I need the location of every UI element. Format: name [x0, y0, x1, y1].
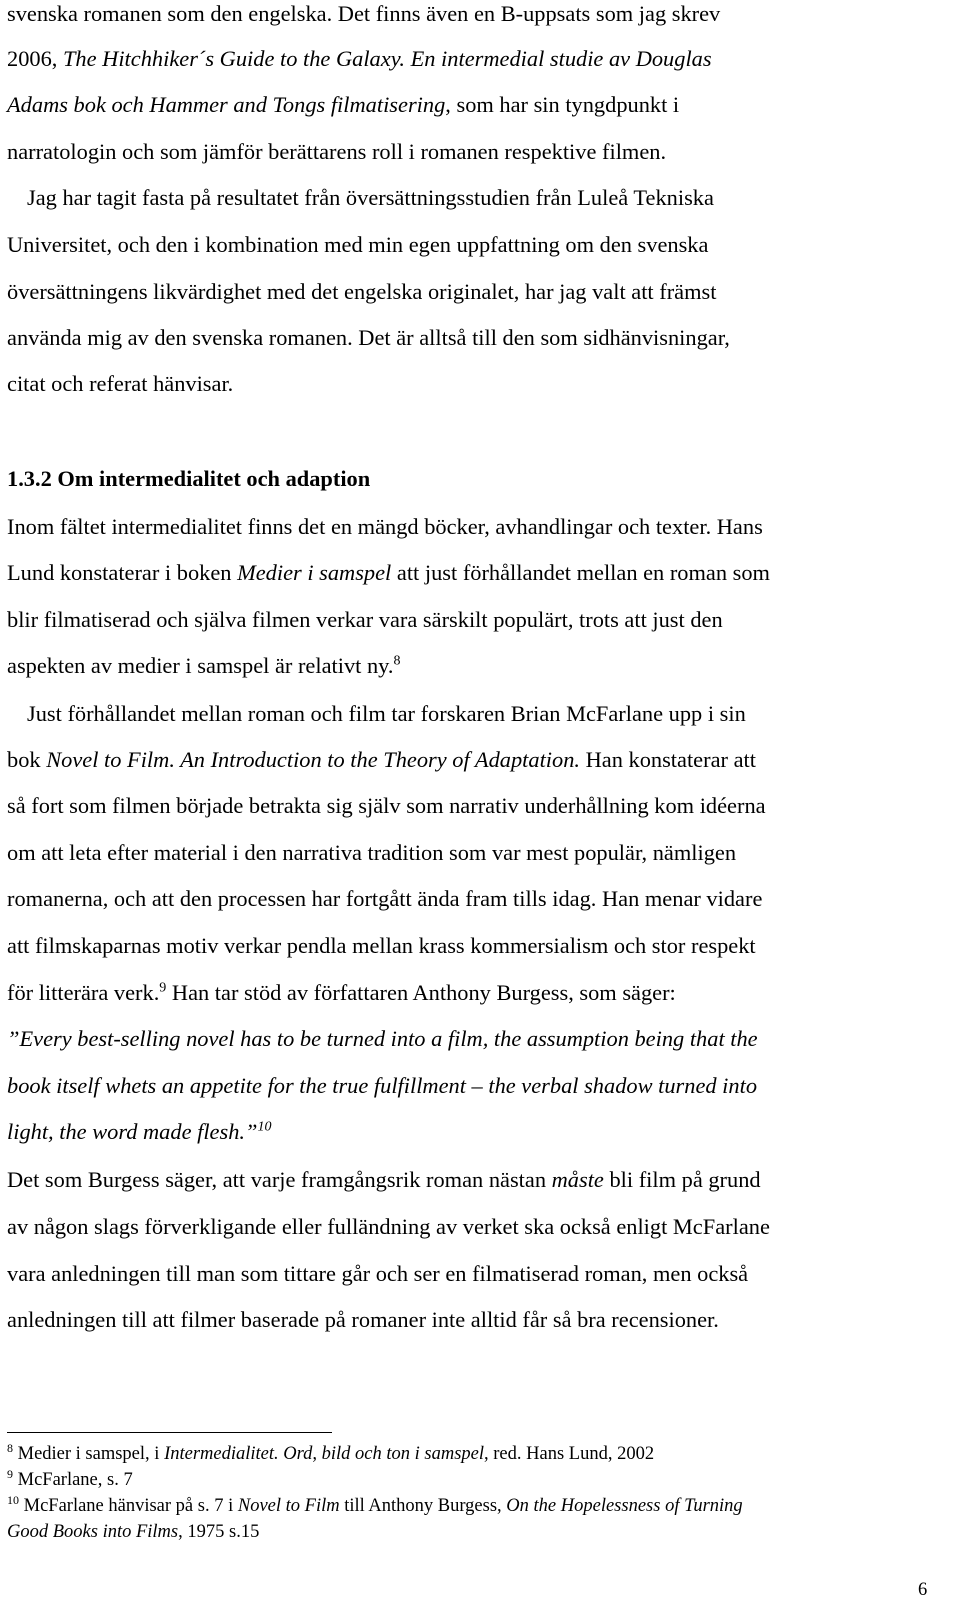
- footnote-ref: 8: [7, 1440, 13, 1455]
- body-line: [7, 0, 720, 28]
- text-run: 1.3.2 Om intermedialitet och adaption: [7, 466, 371, 491]
- text-run: McFarlane hänvisar på s. 7 i: [19, 1496, 238, 1516]
- body-line: [7, 606, 723, 634]
- body-line: [7, 138, 666, 166]
- text-run: Lund konstaterar i boken: [7, 560, 238, 585]
- body-line: [7, 746, 756, 774]
- body-line: [27, 184, 714, 212]
- body-line: [7, 932, 756, 960]
- body-line: [7, 91, 679, 119]
- text-run: , red. Hans Lund, 2002: [484, 1444, 655, 1464]
- text-run: av någon slags förverkligande eller fulländning av verket ska också enligt McFarlane: [7, 1214, 770, 1239]
- text-run: Medier i samspel, i: [13, 1444, 165, 1464]
- body-line: [7, 839, 736, 867]
- text-run: blir filmatiserad och själva filmen verkar vara särskilt populärt, trots att just den: [7, 607, 723, 632]
- text-run: Just förhållandet mellan roman och film tar forskaren Brian McFarlane upp i sin: [27, 701, 746, 726]
- text-run: Universitet, och den i kombination med min egen uppfattning om den svenska: [7, 232, 709, 257]
- body-line: [7, 45, 712, 73]
- text-run: om att leta efter material i den narrativa tradition som var mest populär, nämligen: [7, 840, 737, 865]
- italic-run: On the Hopelessness of Turning: [506, 1496, 743, 1516]
- body-line: [7, 1306, 719, 1334]
- italic-run: Novel to Film. An Introduction to the Theory of Adaptation.: [46, 747, 580, 772]
- body-line: [7, 652, 401, 680]
- footnote: [7, 1468, 133, 1492]
- italic-run: Good Books into Films: [7, 1522, 179, 1542]
- footnote-ref: 10: [7, 1492, 19, 1507]
- page-number: 6: [918, 1580, 928, 1600]
- text-run: aspekten av medier i samspel är relativt ny.: [7, 653, 394, 678]
- italic-run: Intermedialitet. Ord, bild och ton i samspel: [164, 1444, 485, 1464]
- body-line: [7, 1213, 770, 1241]
- italic-run: måste: [551, 1167, 604, 1192]
- text-run: använda mig av den svenska romanen. Det är alltså till den som sidhänvisningar,: [7, 325, 730, 350]
- body-line: [27, 700, 746, 728]
- body-line: [7, 1260, 748, 1288]
- footnote-ref: 9: [7, 1466, 13, 1481]
- body-line: [7, 1166, 761, 1194]
- body-line: [7, 979, 676, 1007]
- text-run: att filmskaparnas motiv verkar pendla mellan krass kommersialism och stor respekt: [7, 933, 756, 958]
- body-line: [7, 559, 770, 587]
- text-run: 2006,: [7, 46, 63, 71]
- text-run: McFarlane, s. 7: [13, 1470, 133, 1490]
- footnote: [7, 1494, 743, 1518]
- text-run: vara anledningen till man som tittare går och ser en filmatiserad roman, men också: [7, 1261, 749, 1286]
- text-run: , 1975 s.15: [178, 1522, 260, 1542]
- italic-run: Novel to Film: [237, 1496, 340, 1516]
- italic-run: ”Every best-selling novel has to be turned into a film, the assumption being that the: [7, 1026, 758, 1051]
- footnote: [7, 1442, 654, 1466]
- text-run: anledningen till att filmer baserade på romaner inte alltid får så bra recensioner.: [7, 1307, 719, 1332]
- footnote-ref: 8: [393, 653, 401, 669]
- body-line: [7, 278, 716, 306]
- body-line: [7, 370, 233, 398]
- text-run: Han tar stöd av författaren Anthony Burgess, som säger:: [166, 980, 676, 1005]
- text-run: Inom fältet intermedialitet finns det en mängd böcker, avhandlingar och texter. Hans: [7, 514, 763, 539]
- italic-run: The Hitchhiker´s Guide to the Galaxy. En intermedial studie av Douglas: [62, 46, 712, 71]
- body-line: [7, 513, 763, 541]
- text-run: till Anthony Burgess,: [339, 1496, 507, 1516]
- body-line: [7, 885, 762, 913]
- italic-run: book itself whets an appetite for the true fulfillment – the verbal shadow turned into: [7, 1073, 758, 1098]
- italic-run: Adams bok och Hammer and Tongs filmatisering: [7, 92, 446, 117]
- text-run: bli film på grund: [603, 1167, 761, 1192]
- text-run: citat och referat hänvisar.: [7, 371, 234, 396]
- text-run: bok: [7, 747, 47, 772]
- text-run: svenska romanen som den engelska. Det finns även en B-uppsats som jag skrev: [7, 1, 721, 26]
- text-run: för litterära verk.: [7, 980, 160, 1005]
- text-run: narratologin och som jämför berättarens roll i romanen respektive filmen.: [7, 139, 667, 164]
- footnote-ref: 10: [257, 1119, 272, 1135]
- body-line: [7, 792, 766, 820]
- quote-line: [7, 1072, 757, 1100]
- italic-run: Medier i samspel: [237, 560, 392, 585]
- text-run: romanerna, och att den processen har fortgått ända fram tills idag. Han menar vidare: [7, 886, 763, 911]
- text-run: Det som Burgess säger, att varje framgångsrik roman nästan: [7, 1167, 552, 1192]
- text-run: Jag har tagit fasta på resultatet från översättningsstudien från Luleå Tekniska: [27, 185, 714, 210]
- footnote: [7, 1520, 259, 1544]
- text-run: så fort som filmen började betrakta sig själv som narrativ underhållning kom idéerna: [7, 793, 766, 818]
- italic-run: light, the word made flesh.”: [7, 1119, 258, 1144]
- footnote-separator: [7, 1432, 332, 1433]
- text-run: , som har sin tyngdpunkt i: [445, 92, 680, 117]
- text-run: översättningens likvärdighet med det engelska originalet, har jag valt att främst: [7, 279, 717, 304]
- body-line: [7, 231, 708, 259]
- body-line: [7, 324, 730, 352]
- quote-line: [7, 1025, 758, 1053]
- section-heading: [7, 465, 370, 493]
- text-run: att just förhållandet mellan en roman som: [391, 560, 770, 585]
- footnote-ref: 9: [159, 980, 167, 996]
- text-run: Han konstaterar att: [580, 747, 756, 772]
- quote-line: [7, 1118, 271, 1146]
